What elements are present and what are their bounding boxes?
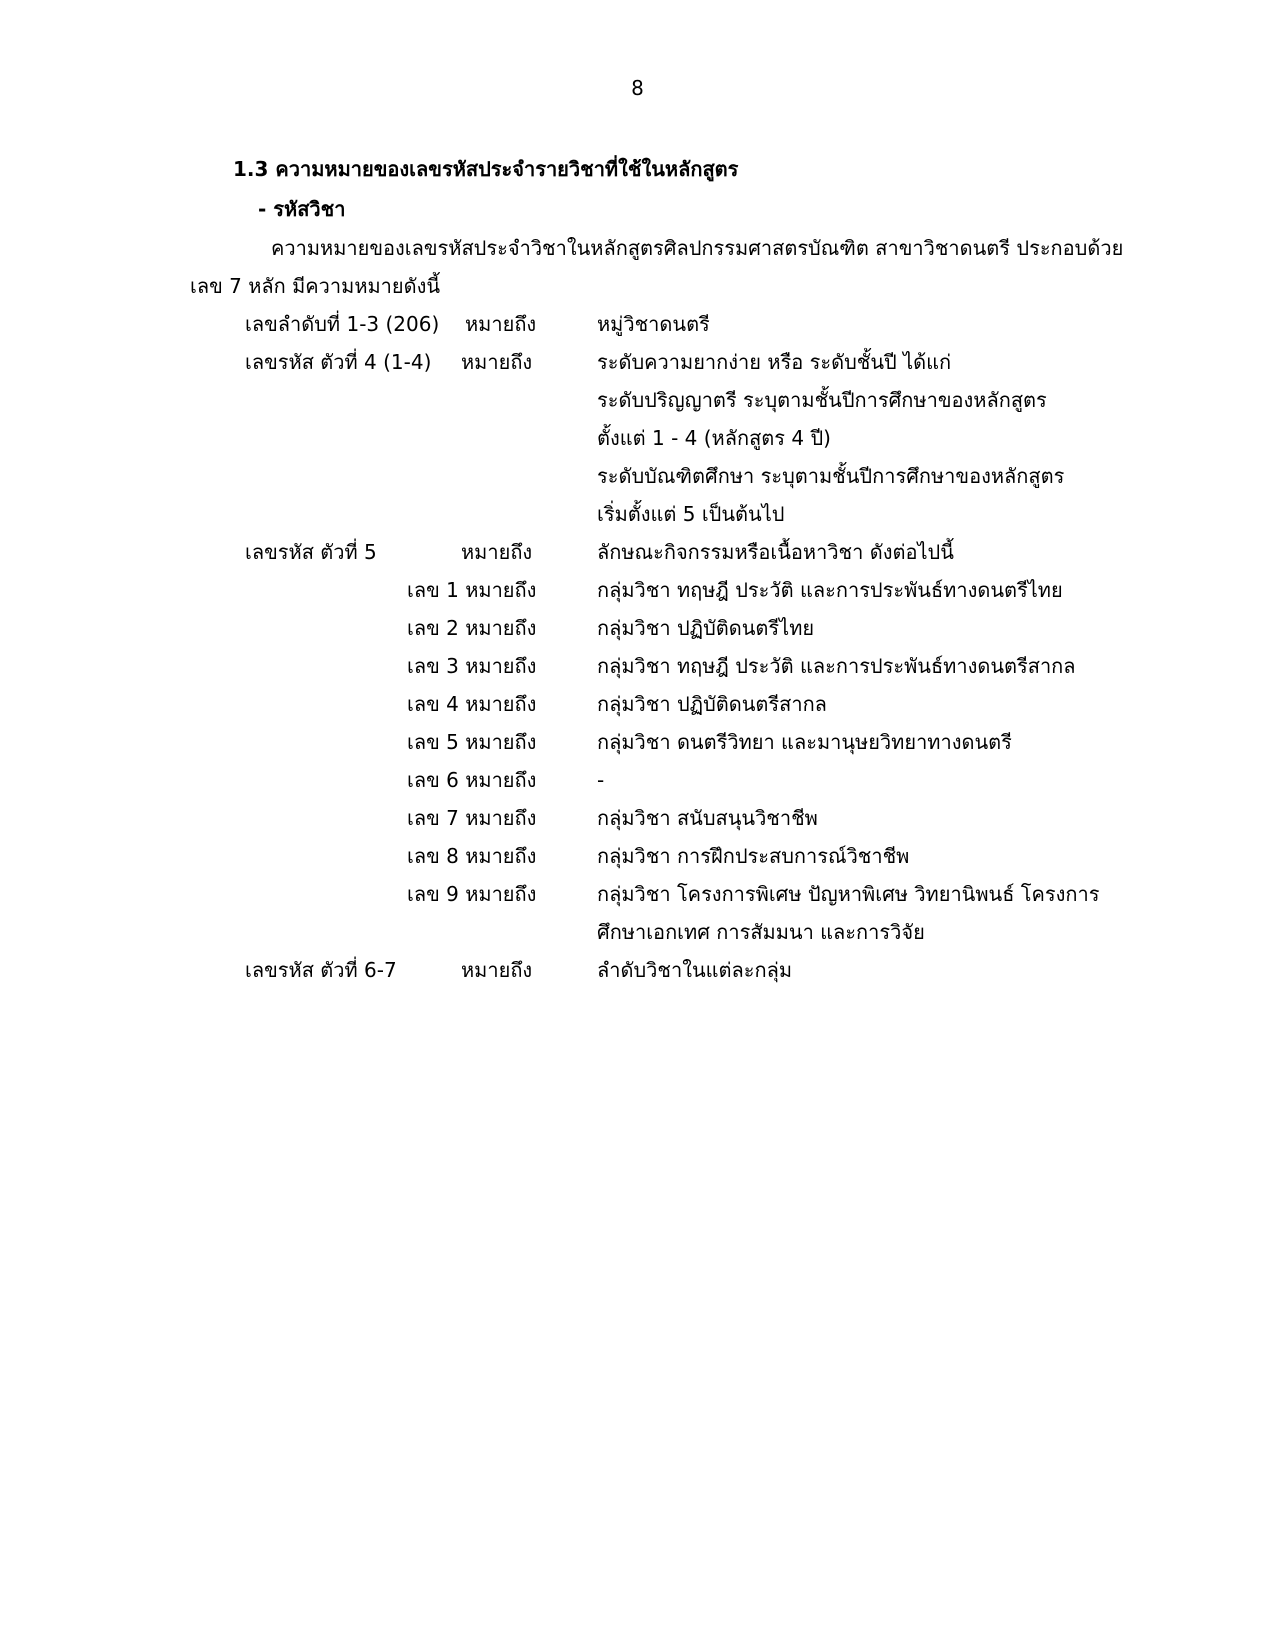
digit-item-description: - [597, 768, 605, 792]
row-description: ระดับปริญญาตรี ระบุตามชั้นปีการศึกษาของหลักสูตร [597, 388, 1047, 412]
row-label: เลขรหัส ตัวที่ 6-7 [245, 958, 397, 982]
digit-item-description: กลุ่มวิชา ปฏิบัติดนตรีสากล [597, 692, 827, 716]
digit-item-description: กลุ่มวิชา ทฤษฎี ประวัติ และการประพันธ์ทางดนตรีไทย [597, 578, 1063, 602]
row-description: ลำดับวิชาในแต่ละกลุ่ม [597, 958, 793, 982]
row-description: ตั้งแต่ 1 - 4 (หลักสูตร 4 ปี) [597, 426, 831, 450]
row-meaning-word: หมายถึง [461, 540, 533, 564]
digit-item-description: กลุ่มวิชา โครงการพิเศษ ปัญหาพิเศษ วิทยานิพนธ์ โครงการ [597, 882, 1100, 906]
digit-item-description: กลุ่มวิชา ทฤษฎี ประวัติ และการประพันธ์ทางดนตรีสากล [597, 654, 1076, 678]
section-heading: 1.3 ความหมายของเลขรหัสประจำรายวิชาที่ใช้ในหลักสูตร [233, 157, 739, 181]
subheading: - รหัสวิชา [258, 197, 346, 221]
row-description: เริ่มตั้งแต่ 5 เป็นต้นไป [597, 502, 785, 526]
row-label: เลขรหัส ตัวที่ 4 (1-4) [245, 350, 432, 374]
digit-item-label: เลข 4 หมายถึง [407, 692, 537, 716]
digit-item-label: เลข 2 หมายถึง [407, 616, 537, 640]
digit-item-label: เลข 1 หมายถึง [407, 578, 537, 602]
row-description: ลักษณะกิจกรรมหรือเนื้อหาวิชา ดังต่อไปนี้ [597, 540, 954, 564]
digit-item-label: เลข 5 หมายถึง [407, 730, 537, 754]
digit-item-label: เลข 6 หมายถึง [407, 768, 537, 792]
row-meaning-word: หมายถึง [461, 350, 533, 374]
digit-item-description: กลุ่มวิชา ดนตรีวิทยา และมานุษยวิทยาทางดนตรี [597, 730, 1012, 754]
digit-item-label: เลข 9 หมายถึง [407, 882, 537, 906]
row-meaning-word: หมายถึง [461, 958, 533, 982]
digit-item-description: กลุ่มวิชา ปฏิบัติดนตรีไทย [597, 616, 815, 640]
intro-line-1: ความหมายของเลขรหัสประจำวิชาในหลักสูตรศิลปกรรมศาสตรบัณฑิต สาขาวิชาดนตรี ประกอบด้วย [271, 236, 1124, 260]
intro-line-2: เลข 7 หลัก มีความหมายดังนี้ [190, 274, 441, 298]
digit-item-description: ศึกษาเอกเทศ การสัมมนา และการวิจัย [597, 920, 925, 944]
digit-item-label: เลข 7 หมายถึง [407, 806, 537, 830]
row-label: เลขรหัส ตัวที่ 5 [245, 540, 377, 564]
row-description: ระดับบัณฑิตศึกษา ระบุตามชั้นปีการศึกษาของหลักสูตร [597, 464, 1065, 488]
digit-item-label: เลข 8 หมายถึง [407, 844, 537, 868]
digit-item-description: กลุ่มวิชา สนับสนุนวิชาชีพ [597, 806, 818, 830]
row-meaning-word: หมายถึง [465, 312, 537, 336]
page-number: 8 [631, 76, 644, 100]
row-label: เลขลำดับที่ 1-3 (206) [245, 312, 440, 336]
digit-item-description: กลุ่มวิชา การฝึกประสบการณ์วิชาชีพ [597, 844, 910, 868]
row-description: ระดับความยากง่าย หรือ ระดับชั้นปี ได้แก่ [597, 350, 952, 374]
digit-item-label: เลข 3 หมายถึง [407, 654, 537, 678]
row-description: หมู่วิชาดนตรี [597, 312, 710, 336]
